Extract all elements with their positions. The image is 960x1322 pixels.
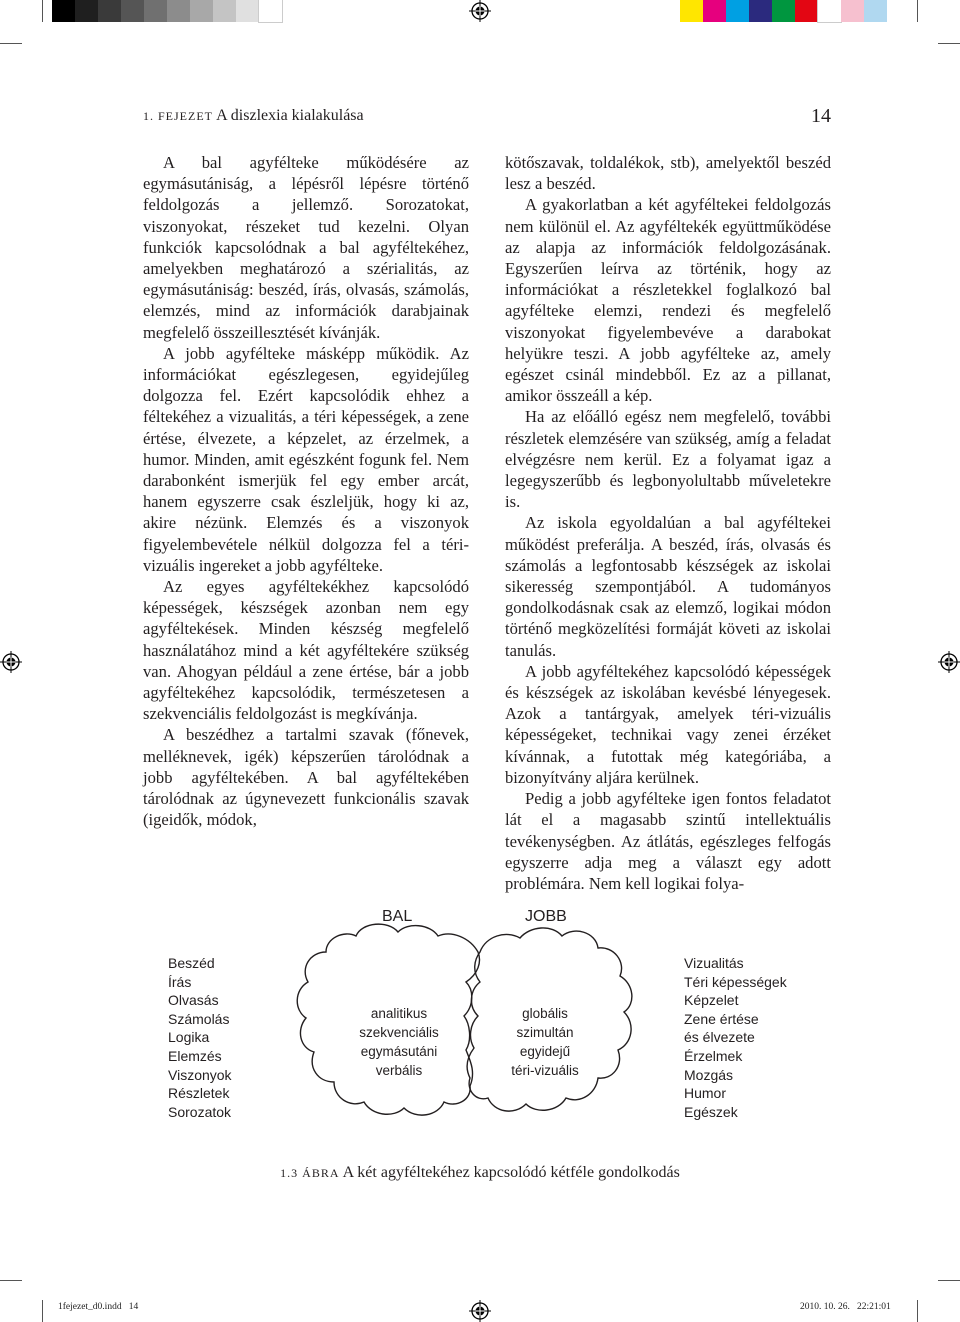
thinking-style-item: analitikus — [370, 1006, 428, 1021]
chapter-word: FEJEZET — [158, 109, 213, 123]
paragraph: Az egyes agyféltekékhez kapcsolódó képességek, készségek azonban nem egy agyféltekések. Minden készség megfelelő használatához mind a két agyféltekére szükség van. Ahogyan például a zene értése, bár a jobb agyféltekéhez kapcsolódik, természetesen a szekvenciális feldolgozást is megkívánja. — [143, 577, 469, 724]
list-item: Elemzés — [168, 1047, 222, 1064]
list-item: Számolás — [168, 1010, 230, 1027]
paragraph: A gyakorlatban a két agyféltekei feldolgozás nem különül el. Az agyféltekék együttműködése az alapja az információk feldolgozásának. Egyszerűen leírva az történik, hogy az információkat a részletekkel foglalkozó bal agyfélteke elemzi, rendezi és megfelelő viszonyokat figyelembevéve a darabokat helyükre teszi. A jobb agyfélteke az, amely egészet csinál mindebből. Ez az a pillanat, amikor összeáll a kép. — [505, 195, 831, 406]
chapter-title: A diszlexia kialakulása — [216, 107, 364, 124]
paragraph: A jobb agyféltekéhez kapcsolódó képességek és készségek az iskolában kevésbé lényegesek. Azok a tantárgyak, amelyek téri-vizuális képességeket, technikai vagy zenei érzéket kívánnak, a futottak még kategóriába, a bizonyítvány aljára kerülnek. — [505, 661, 831, 787]
paragraph: Ha az előálló egész nem megfelelő, további részletek elemzésére van szükség, amíg a feladat elvégzésre nem kerül. Ez a folyamat igaz a legegyszerűbb és legbonyolultabb műveletekre is. — [505, 407, 831, 512]
thinking-style-item: szimultán — [516, 1025, 574, 1040]
list-item: Képzelet — [684, 992, 739, 1009]
paragraph: A bal agyfélteke működésére az egymásutániság, a lépésről lépésre történő feldolgozás a jellemző. Sorozatokat, viszonyokat, részeket tud kezelni. Olyan funkciók kapcsolódnak a bal agyféltekéhez, amelyekben meghatározó a szérialitás, az egymásutániság: beszéd, írás, olvasás, számolás, elemzés, mind az információk darabjainak megfelelő összeillesztését kívánják. — [143, 153, 469, 342]
chapter-number: 1. — [143, 109, 154, 123]
list-item: Zene értése — [684, 1010, 759, 1027]
paragraph: Az iskola egyoldalúan a bal agyféltekei működést preferálja. A beszéd, írás, olvasás és számolás a legfontosabb készségek az iskolai sikeresség szempontjából. A tudományos gondolkodásnak csak az elemző, logikai módon történő megközelítési formáját követi az iskolai tanulás. — [505, 513, 831, 660]
list-item: Egészek — [684, 1103, 738, 1120]
file-slug: 1fejezet_d0.indd 14 — [58, 1302, 139, 1312]
figure-caption — [0, 1164, 960, 1182]
list-item: és élvezete — [684, 1029, 755, 1046]
list-item: Részletek — [168, 1085, 230, 1102]
right-hemisphere-title: JOBB — [525, 908, 567, 925]
thinking-style-item: egymásutáni — [360, 1044, 438, 1059]
list-item: Sorozatok — [168, 1103, 232, 1120]
list-item: Logika — [168, 1029, 210, 1046]
paragraph: kötőszavak, toldalékok, stb), amelyektől beszéd lesz a beszéd. — [505, 153, 831, 194]
page-number: 14 — [811, 105, 831, 127]
left-thinking-style — [340, 1004, 458, 1080]
list-item: Érzelmek — [684, 1047, 743, 1064]
paragraph: A jobb agyfélteke másképp működik. Az információkat egészlegesen, egyidejűleg dolgozza fel. Ezért kapcsolódik ehhez a féltekéhez a vizualitás, a téri képességek, a zene értése, élvezete, a képzelet, az érzelmek, a humor. Minden, amit egészként fogunk fel. Nem darabonként ismerjük fel egy ember arcát, hanem egyszerre csak észleljük, hogy ki az, akire nézünk. Elemzés és a viszonyok figyelembevétele nélkül dolgozza fel a téri-vizuális ingereket a jobb agyfélteke. — [143, 343, 469, 575]
list-item: Beszéd — [168, 955, 215, 971]
list-item: Viszonyok — [168, 1066, 232, 1083]
paragraph: Pedig a jobb agyfélteke igen fontos feladatot lát el a magasabb szintű intellektuális tevékenységben. Az átlátás, egészleges felfogás egyszerre adja meg a választ egy adott problémára. Nem kell logikai folya- — [505, 789, 831, 893]
right-hemisphere-list — [684, 954, 787, 1121]
thinking-style-item: verbális — [375, 1063, 423, 1078]
thinking-style-item: szekvenciális — [359, 1025, 439, 1040]
paragraph: A beszédhez a tartalmi szavak (főnevek, melléknevek, igék) képszerűen tárolódnak a jobb agyféltekében. A bal agyféltekében tárolódnak az úgynevezett funkcionális szavak (igeidők, módok, — [143, 725, 469, 830]
list-item: Írás — [168, 973, 192, 990]
thinking-style-item: globális — [522, 1006, 568, 1021]
list-item: Mozgás — [684, 1066, 734, 1083]
list-item: Vizualitás — [684, 955, 744, 971]
caption-number: 1.3 — [280, 1166, 299, 1180]
list-item: Téri képességek — [684, 973, 787, 990]
thinking-style-item: egyidejű — [519, 1044, 571, 1059]
right-thinking-style — [486, 1004, 604, 1080]
thinking-style-item: téri-vizuális — [511, 1063, 579, 1078]
list-item: Olvasás — [168, 992, 219, 1009]
timestamp-slug: 2010. 10. 26. 22:21:01 — [800, 1302, 891, 1312]
list-item: Humor — [684, 1085, 727, 1102]
caption-text: A két agyféltekéhez kapcsolódó kétféle gondolkodás — [342, 1164, 680, 1181]
caption-word: ÁBRA — [302, 1166, 340, 1180]
left-hemisphere-title: BAL — [382, 908, 413, 925]
left-hemisphere-list — [168, 954, 232, 1121]
